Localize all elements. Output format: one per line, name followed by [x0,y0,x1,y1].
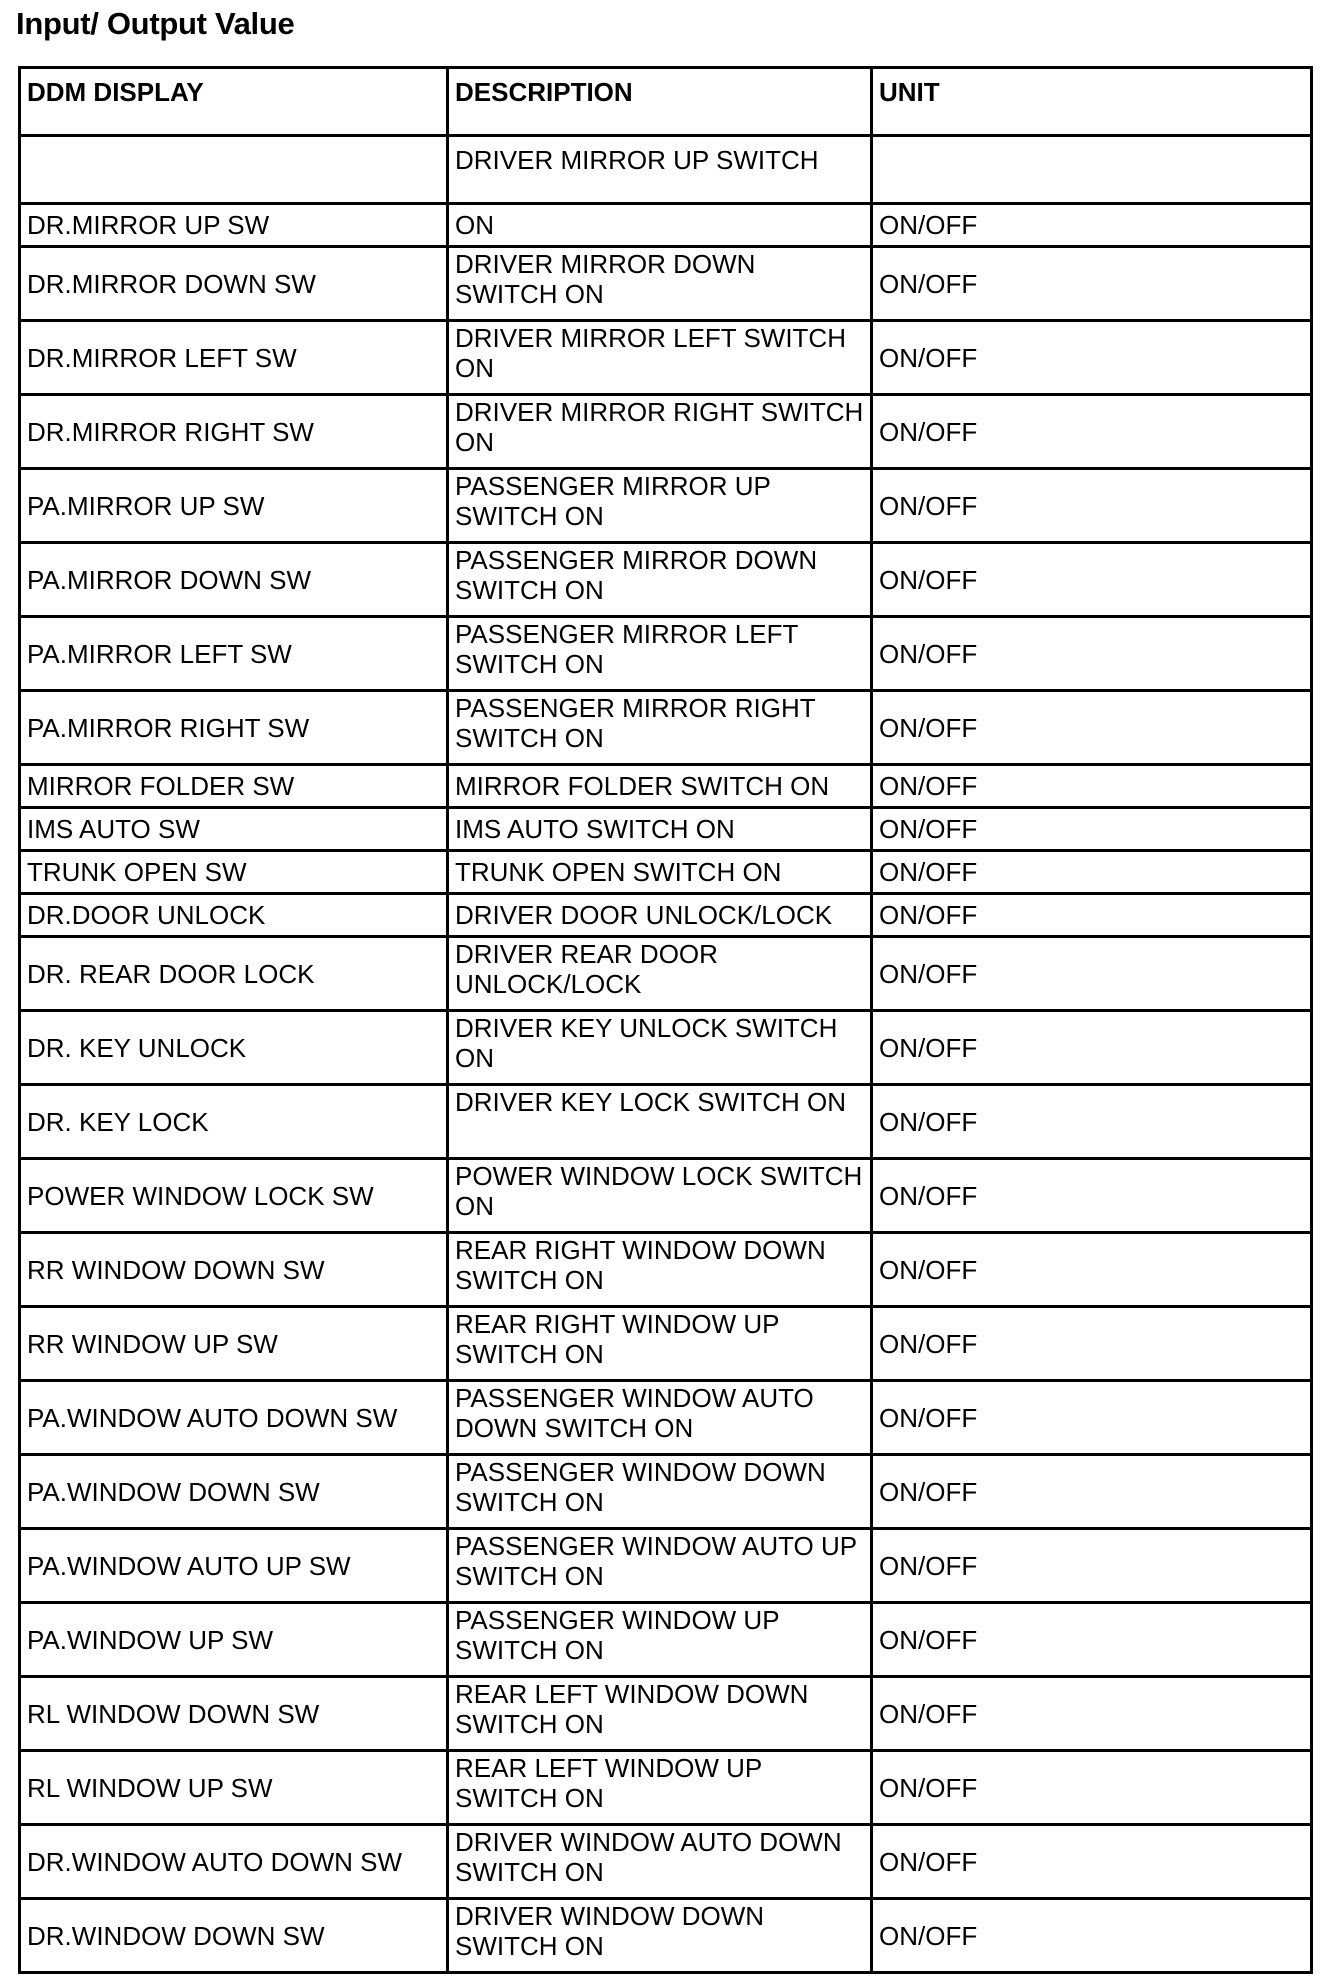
cell-ddm-display: DR.MIRROR LEFT SW [20,321,448,395]
cell-unit: ON/OFF [872,1825,1312,1899]
table-row [20,395,1312,469]
cell-description: PASSENGER WINDOW AUTO DOWN SWITCH ON [448,1381,872,1455]
table-row [20,1603,1312,1677]
cell-unit: ON/OFF [872,1677,1312,1751]
table-header-row [20,68,1312,136]
table-row [20,1085,1312,1159]
table-row [20,1899,1312,1973]
table-row [20,937,1312,1011]
cell-unit: ON/OFF [872,1751,1312,1825]
table-row [20,851,1312,894]
cell-ddm-display: DR.MIRROR UP SW [20,204,448,247]
cell-unit: ON/OFF [872,1159,1312,1233]
cell-ddm-display: IMS AUTO SW [20,808,448,851]
table-row [20,1677,1312,1751]
cell-unit: ON/OFF [872,691,1312,765]
table-row [20,894,1312,937]
table-row [20,1381,1312,1455]
cell-unit: ON/OFF [872,1381,1312,1455]
cell-ddm-display: DR.DOOR UNLOCK [20,894,448,937]
cell-description: DRIVER WINDOW AUTO DOWN SWITCH ON [448,1825,872,1899]
cell-description: DRIVER KEY UNLOCK SWITCH ON [448,1011,872,1085]
table-row [20,543,1312,617]
cell-unit: ON/OFF [872,543,1312,617]
page-title: Input/ Output Value [16,6,295,41]
table-row [20,1751,1312,1825]
cell-unit: ON/OFF [872,321,1312,395]
cell-unit: ON/OFF [872,395,1312,469]
table-row [20,765,1312,808]
cell-unit: ON/OFF [872,469,1312,543]
cell-description: DRIVER DOOR UNLOCK/LOCK [448,894,872,937]
table-row [20,136,1312,204]
cell-ddm-display [20,136,448,204]
cell-description: PASSENGER MIRROR RIGHT SWITCH ON [448,691,872,765]
cell-unit: ON/OFF [872,851,1312,894]
cell-ddm-display: PA.MIRROR RIGHT SW [20,691,448,765]
header-unit: UNIT [872,68,1312,136]
cell-ddm-display: PA.WINDOW AUTO UP SW [20,1529,448,1603]
cell-ddm-display: PA.MIRROR UP SW [20,469,448,543]
cell-unit: ON/OFF [872,204,1312,247]
cell-unit: ON/OFF [872,247,1312,321]
header-ddm-display: DDM DISPLAY [20,68,448,136]
cell-ddm-display: RL WINDOW DOWN SW [20,1677,448,1751]
cell-description: DRIVER MIRROR RIGHT SWITCH ON [448,395,872,469]
cell-description: PASSENGER WINDOW DOWN SWITCH ON [448,1455,872,1529]
cell-unit: ON/OFF [872,1455,1312,1529]
table-row [20,204,1312,247]
cell-description: ON [448,204,872,247]
cell-ddm-display: DR.MIRROR RIGHT SW [20,395,448,469]
cell-ddm-display: RR WINDOW UP SW [20,1307,448,1381]
cell-description: TRUNK OPEN SWITCH ON [448,851,872,894]
table-row [20,691,1312,765]
cell-unit: ON/OFF [872,1899,1312,1973]
cell-unit: ON/OFF [872,617,1312,691]
cell-description: REAR LEFT WINDOW DOWN SWITCH ON [448,1677,872,1751]
cell-unit: ON/OFF [872,765,1312,808]
cell-description: DRIVER REAR DOOR UNLOCK/LOCK [448,937,872,1011]
cell-unit: ON/OFF [872,1307,1312,1381]
cell-ddm-display: PA.WINDOW AUTO DOWN SW [20,1381,448,1455]
cell-description: REAR LEFT WINDOW UP SWITCH ON [448,1751,872,1825]
cell-description: IMS AUTO SWITCH ON [448,808,872,851]
cell-ddm-display: MIRROR FOLDER SW [20,765,448,808]
table-row [20,617,1312,691]
cell-unit: ON/OFF [872,1233,1312,1307]
cell-unit [872,136,1312,204]
table-row [20,321,1312,395]
cell-description: DRIVER WINDOW DOWN SWITCH ON [448,1899,872,1973]
cell-description: POWER WINDOW LOCK SWITCH ON [448,1159,872,1233]
table-row [20,1529,1312,1603]
cell-description: REAR RIGHT WINDOW DOWN SWITCH ON [448,1233,872,1307]
cell-description: DRIVER KEY LOCK SWITCH ON [448,1085,872,1159]
cell-ddm-display: DR.MIRROR DOWN SW [20,247,448,321]
cell-ddm-display: DR.WINDOW DOWN SW [20,1899,448,1973]
cell-unit: ON/OFF [872,1603,1312,1677]
cell-description: DRIVER MIRROR UP SWITCH [448,136,872,204]
cell-description: DRIVER MIRROR LEFT SWITCH ON [448,321,872,395]
cell-ddm-display: RL WINDOW UP SW [20,1751,448,1825]
cell-description: PASSENGER MIRROR UP SWITCH ON [448,469,872,543]
table-row [20,1825,1312,1899]
cell-unit: ON/OFF [872,1085,1312,1159]
cell-description: DRIVER MIRROR DOWN SWITCH ON [448,247,872,321]
cell-ddm-display: PA.MIRROR LEFT SW [20,617,448,691]
cell-unit: ON/OFF [872,937,1312,1011]
table-row [20,1233,1312,1307]
header-description: DESCRIPTION [448,68,872,136]
table-row [20,1455,1312,1529]
cell-ddm-display: TRUNK OPEN SW [20,851,448,894]
cell-ddm-display: PA.MIRROR DOWN SW [20,543,448,617]
cell-description: PASSENGER WINDOW UP SWITCH ON [448,1603,872,1677]
cell-description: PASSENGER MIRROR DOWN SWITCH ON [448,543,872,617]
cell-ddm-display: RR WINDOW DOWN SW [20,1233,448,1307]
cell-unit: ON/OFF [872,894,1312,937]
table-row [20,1159,1312,1233]
cell-description: PASSENGER WINDOW AUTO UP SWITCH ON [448,1529,872,1603]
table-row [20,1011,1312,1085]
cell-ddm-display: DR.WINDOW AUTO DOWN SW [20,1825,448,1899]
cell-ddm-display: PA.WINDOW DOWN SW [20,1455,448,1529]
cell-unit: ON/OFF [872,808,1312,851]
cell-ddm-display: DR. REAR DOOR LOCK [20,937,448,1011]
table-row [20,808,1312,851]
cell-description: PASSENGER MIRROR LEFT SWITCH ON [448,617,872,691]
cell-unit: ON/OFF [872,1011,1312,1085]
cell-description: REAR RIGHT WINDOW UP SWITCH ON [448,1307,872,1381]
table-row [20,469,1312,543]
cell-unit: ON/OFF [872,1529,1312,1603]
cell-description: MIRROR FOLDER SWITCH ON [448,765,872,808]
cell-ddm-display: DR. KEY LOCK [20,1085,448,1159]
cell-ddm-display: POWER WINDOW LOCK SW [20,1159,448,1233]
io-value-table [18,66,1313,1974]
cell-ddm-display: DR. KEY UNLOCK [20,1011,448,1085]
table-row [20,247,1312,321]
cell-ddm-display: PA.WINDOW UP SW [20,1603,448,1677]
table-row [20,1307,1312,1381]
